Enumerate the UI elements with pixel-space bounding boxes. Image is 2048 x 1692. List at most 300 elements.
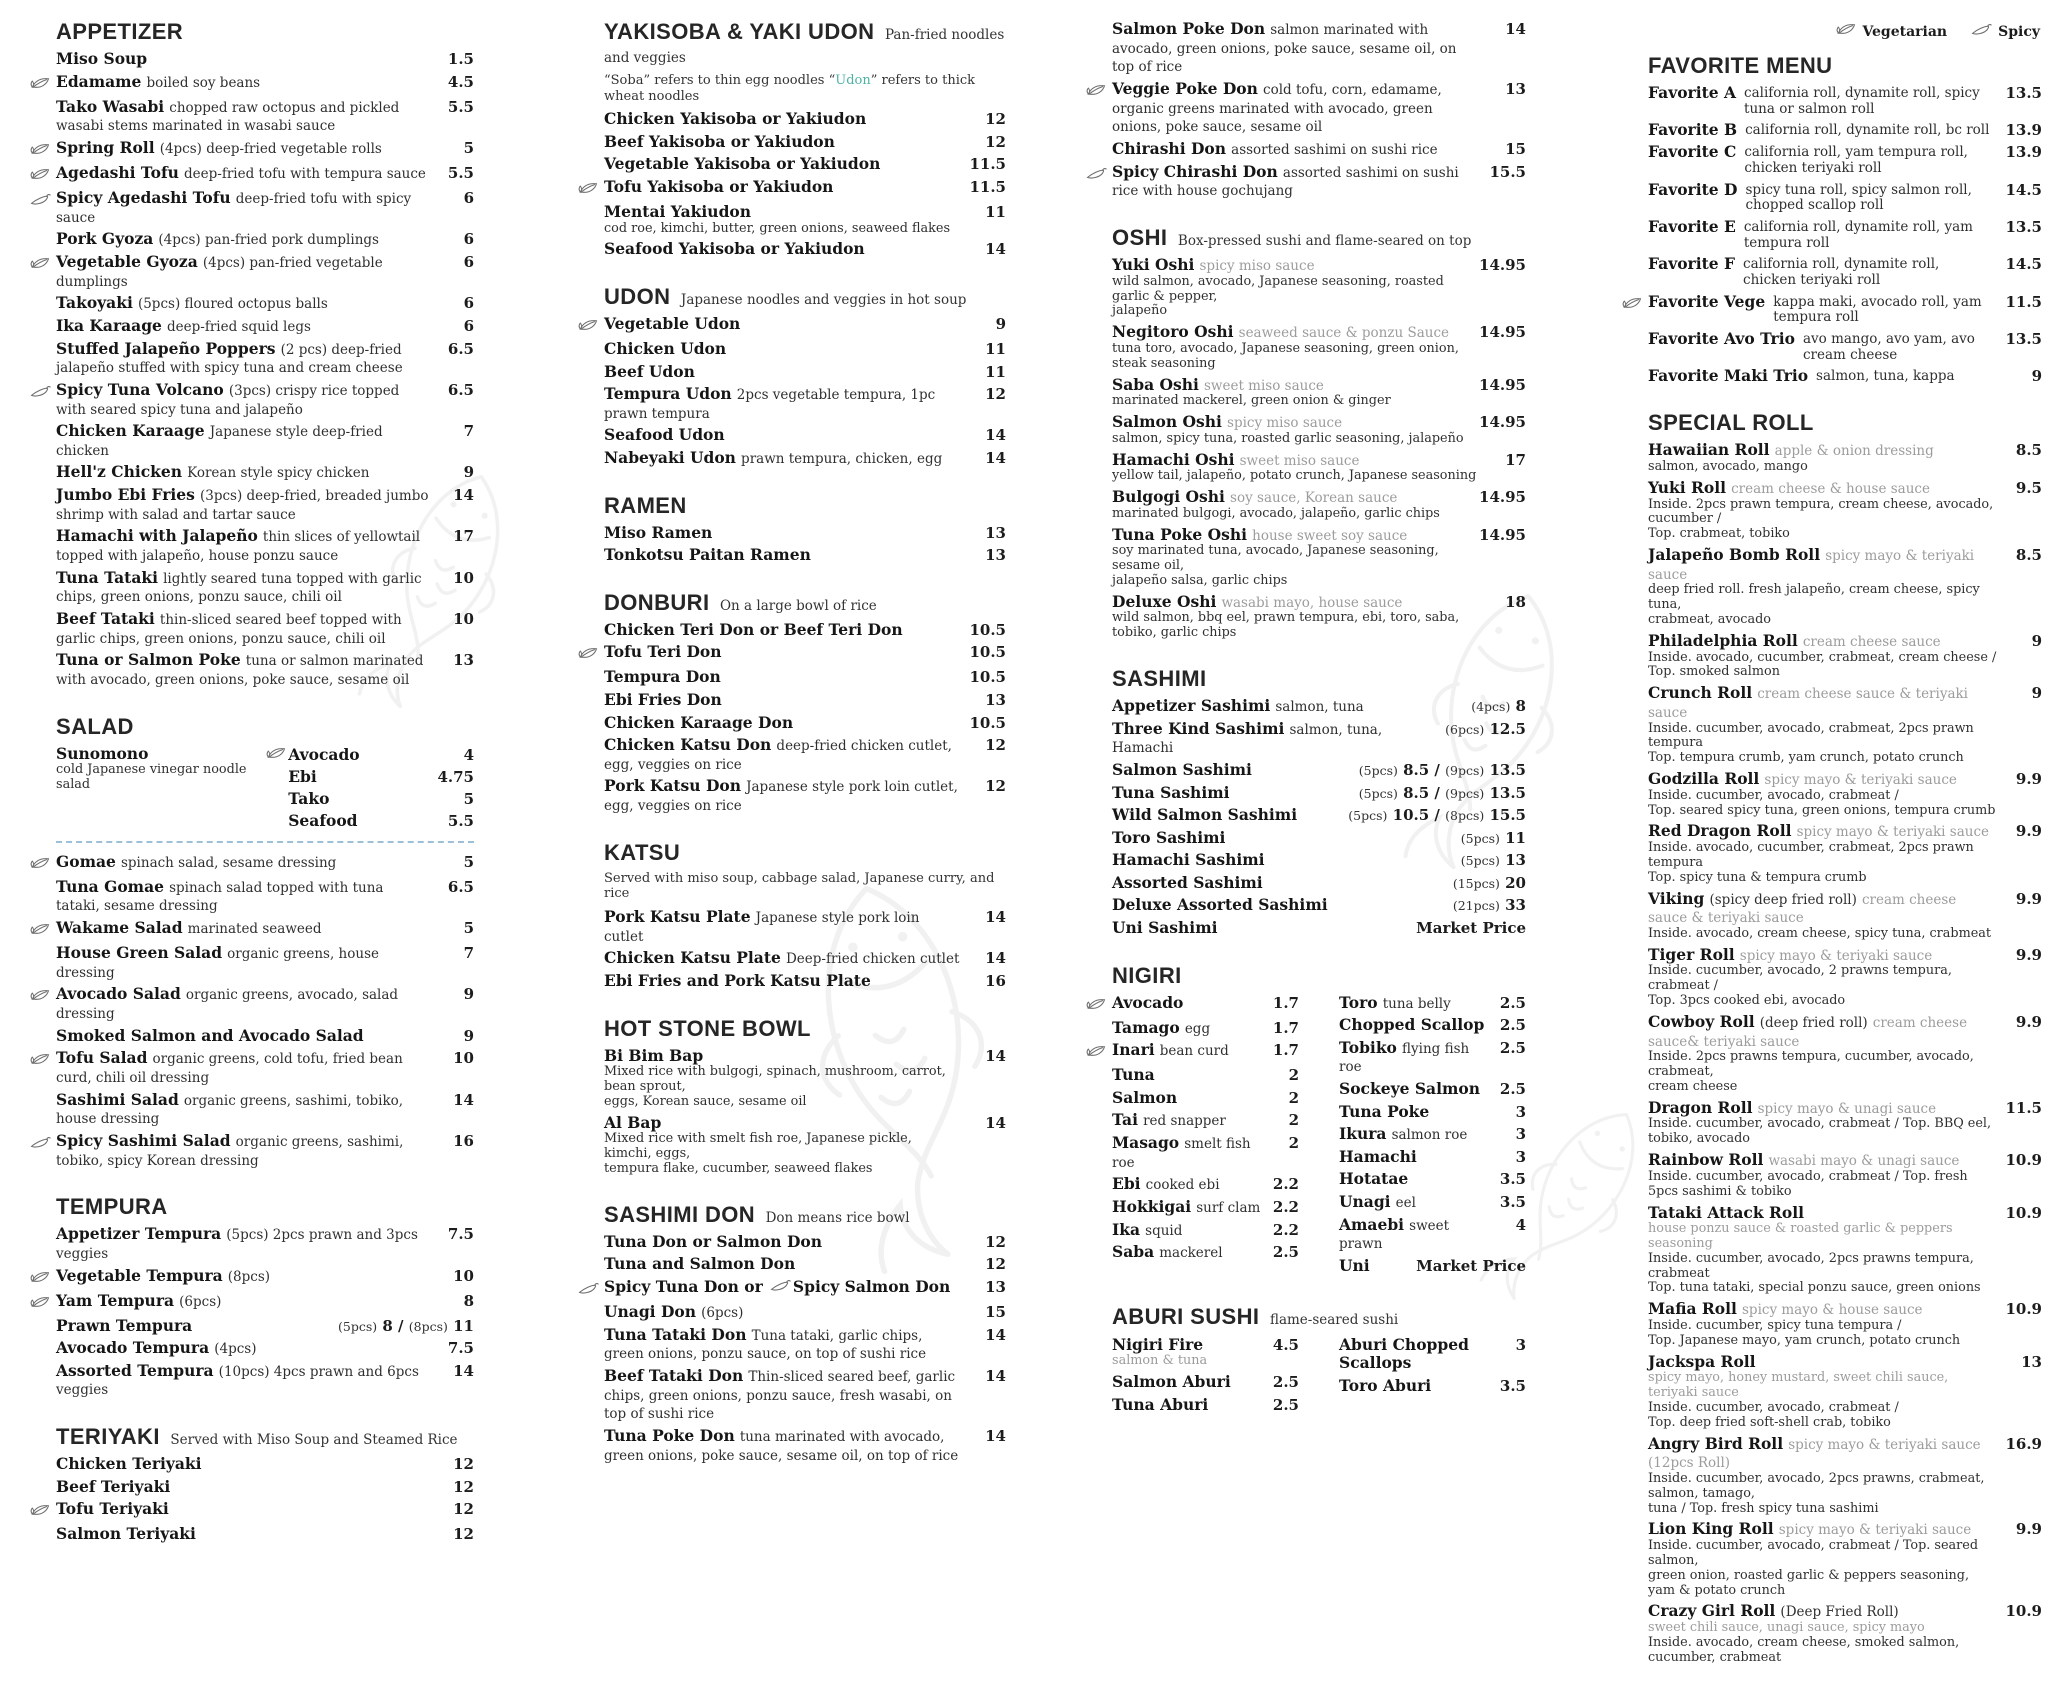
item-line bbox=[1648, 1520, 1998, 1539]
item-line bbox=[56, 340, 430, 377]
menu-item bbox=[1622, 890, 2042, 942]
item-desc: salmon, tuna bbox=[1275, 699, 1364, 716]
item-icon-slot bbox=[578, 949, 604, 951]
item-sauce-note: wasabi mayo & unagi sauce bbox=[1768, 1153, 1960, 1170]
item-name: Beef Tataki Don bbox=[604, 1365, 744, 1385]
item-icon-slot bbox=[30, 486, 56, 488]
item-sub: Top. deep fried soft-shell crab, tobiko bbox=[1648, 1414, 1891, 1430]
item-body bbox=[1112, 1041, 1263, 1060]
item-line bbox=[56, 1132, 430, 1169]
pepper-icon bbox=[1971, 21, 1992, 40]
menu-item bbox=[30, 878, 474, 915]
item-price: 2.2 bbox=[1272, 1220, 1299, 1239]
menu-item bbox=[1086, 1336, 1299, 1369]
item-price: 14 bbox=[453, 1090, 474, 1109]
menu-item bbox=[1086, 451, 1526, 485]
item-body bbox=[1112, 697, 1461, 716]
item-sauce-note: spicy mayo & teriyaki sauce bbox=[1648, 548, 1975, 583]
leaf-icon bbox=[30, 166, 50, 185]
item-body bbox=[1112, 1336, 1263, 1369]
item-name: Pork Gyoza bbox=[56, 229, 154, 249]
section-title bbox=[604, 591, 1006, 614]
item-name: Beef Tataki bbox=[56, 609, 155, 629]
menu-item bbox=[30, 1455, 474, 1474]
item-line bbox=[56, 919, 430, 938]
item-icon-slot bbox=[1313, 1193, 1339, 1195]
leaf-icon bbox=[578, 645, 598, 664]
item-desc: salmon, tuna, Hamachi bbox=[1112, 721, 1383, 757]
variant-price: 5 bbox=[463, 789, 474, 808]
item-icon-slot bbox=[30, 1455, 56, 1457]
item-price: 2.5 bbox=[1272, 1243, 1299, 1262]
pepper-icon bbox=[30, 191, 51, 210]
item-price: 13 bbox=[985, 523, 1006, 542]
item-line bbox=[1339, 1336, 1490, 1373]
item-body bbox=[56, 294, 430, 313]
item-desc: (3pcs) deep-fried, breaded jumbo shrimp with salad and tartar sauce bbox=[56, 488, 429, 523]
item-line bbox=[1112, 1243, 1263, 1262]
menu-item bbox=[30, 853, 474, 874]
item-price: 3.5 bbox=[1499, 1376, 1526, 1395]
item-name: Lion King Roll bbox=[1648, 1519, 1774, 1539]
item-name: Sunomono bbox=[56, 743, 149, 763]
item-body bbox=[56, 1478, 430, 1497]
item-icon-slot bbox=[1622, 1300, 1648, 1302]
variant-price: 4 bbox=[463, 745, 474, 764]
item-line bbox=[604, 1427, 962, 1464]
item-name: Sockeye Salmon bbox=[1339, 1079, 1480, 1099]
item-name: Agedashi Tofu bbox=[56, 162, 179, 182]
item-body bbox=[1112, 1089, 1263, 1108]
menu-item bbox=[1086, 1066, 1299, 1085]
menu-item bbox=[1086, 323, 1526, 371]
item-icon-slot bbox=[30, 1225, 56, 1227]
item-icon-slot bbox=[1086, 323, 1112, 325]
leaf-icon bbox=[578, 180, 598, 199]
item-name: Unagi Don bbox=[604, 1301, 697, 1321]
item-icon-slot bbox=[1086, 80, 1112, 101]
item-icon-slot bbox=[578, 972, 604, 974]
item-price: 14 bbox=[453, 1361, 474, 1380]
item-sub: Inside. 2pcs prawns tempura, cucumber, avocado, crabmeat, bbox=[1648, 1049, 1974, 1080]
item-desc: organic greens, house dressing bbox=[56, 946, 379, 981]
item-price: 2 bbox=[1288, 1088, 1299, 1107]
item-price: 8.5 bbox=[2015, 546, 2042, 565]
section-subtitle: flame-seared sushi bbox=[1269, 1312, 1399, 1329]
menu-item bbox=[1622, 441, 2042, 475]
menu-item bbox=[1086, 1111, 1299, 1130]
menu-item bbox=[1622, 84, 2042, 117]
menu-item bbox=[578, 668, 1006, 687]
item-body bbox=[1112, 1373, 1263, 1392]
item-name: Toro Aburi bbox=[1339, 1375, 1432, 1395]
item-price: 9.9 bbox=[2015, 889, 2042, 908]
sub-column bbox=[1313, 1336, 1526, 1418]
item-sub: Inside. cucumber, avocado, 2pcs prawns, crabmeat, salmon, tamago, bbox=[1648, 1470, 1985, 1501]
legend-spicy bbox=[1971, 21, 2040, 40]
menu-item bbox=[30, 463, 474, 482]
item-name: Tempura Udon bbox=[604, 384, 732, 404]
item-line bbox=[56, 486, 430, 523]
item-line bbox=[604, 449, 962, 468]
section-teriyaki bbox=[30, 1425, 474, 1544]
menu-item bbox=[1622, 218, 2042, 251]
menu-item bbox=[1086, 994, 1299, 1015]
item-icon-slot bbox=[1313, 1216, 1339, 1218]
menu-item bbox=[1622, 546, 2042, 628]
section-title bbox=[604, 494, 1006, 517]
item-body bbox=[1112, 323, 1469, 371]
section-aburi-sushi bbox=[1086, 1305, 1526, 1418]
item-price: 3 bbox=[1515, 1125, 1526, 1144]
menu-item bbox=[578, 1367, 1006, 1423]
item-name: Angry Bird Roll bbox=[1648, 1433, 1784, 1453]
item-desc: organic greens, avocado, salad dressing bbox=[56, 987, 399, 1023]
menu-item bbox=[30, 253, 474, 290]
item-body bbox=[1112, 526, 1469, 589]
item-icon-slot bbox=[578, 621, 604, 623]
item-desc: (10pcs) 4pcs prawn and 6pcs veggies bbox=[56, 1363, 419, 1399]
item-sub: tempura flake, cucumber, seaweed flakes bbox=[604, 1160, 873, 1176]
menu-item bbox=[30, 486, 474, 523]
leaf-icon bbox=[1622, 295, 1642, 314]
item-line bbox=[1112, 720, 1435, 757]
item-price: 2.2 bbox=[1272, 1175, 1299, 1194]
section-nigiri bbox=[1086, 964, 1526, 1280]
item-icon-slot bbox=[1622, 218, 1648, 220]
item-name: Hotatae bbox=[1339, 1169, 1409, 1189]
item-price: 1.7 bbox=[1272, 993, 1299, 1012]
item-icon-slot bbox=[1086, 163, 1112, 184]
item-desc: (8pcs) bbox=[227, 1268, 271, 1285]
item-desc: Japanese style pork loin cutlet, egg, veggies on rice bbox=[604, 779, 958, 815]
item-price: 9.9 bbox=[2015, 770, 2042, 789]
menu-item bbox=[1622, 1353, 2042, 1431]
item-icon-slot bbox=[30, 230, 56, 232]
menu-item bbox=[30, 1091, 474, 1128]
menu-item bbox=[578, 340, 1006, 359]
item-sauce-note: cream cheese sauce bbox=[1802, 633, 1941, 650]
item-body bbox=[604, 110, 962, 129]
item-sub: tuna / Top. fresh spicy tuna sashimi bbox=[1648, 1500, 1879, 1516]
item-icon-slot bbox=[578, 178, 604, 199]
variant-price: 5.5 bbox=[447, 811, 474, 830]
item-price: Market Price bbox=[1416, 1256, 1526, 1275]
item-icon-slot bbox=[30, 164, 56, 185]
item-price: 14.95 bbox=[1479, 375, 1526, 394]
item-body bbox=[604, 240, 962, 259]
item-line bbox=[1112, 1373, 1263, 1392]
menu-item bbox=[578, 908, 1006, 945]
item-line bbox=[1339, 1103, 1490, 1122]
item-body bbox=[604, 133, 962, 152]
item-body bbox=[1112, 1175, 1263, 1194]
menu-item bbox=[578, 1278, 1006, 1299]
item-price: 12 bbox=[985, 777, 1006, 796]
item-line bbox=[1112, 851, 1451, 870]
item-body bbox=[56, 1500, 430, 1519]
item-body bbox=[1339, 1080, 1490, 1099]
item-price: 11.5 bbox=[969, 178, 1006, 197]
menu-item bbox=[1313, 994, 1526, 1013]
item-desc: (6pcs) bbox=[701, 1304, 744, 1321]
leaf-icon bbox=[30, 1294, 50, 1313]
item-name: Wild Salmon Sashimi bbox=[1112, 805, 1298, 825]
item-icon-slot bbox=[1622, 946, 1648, 948]
item-name: Tuna bbox=[1112, 1065, 1155, 1085]
item-name: Viking bbox=[1648, 888, 1705, 908]
item-sub: Inside. avocado, cucumber, crabmeat, cream cheese / bbox=[1648, 649, 1997, 665]
item-icon-slot bbox=[30, 1049, 56, 1070]
item-price: 16.9 bbox=[2005, 1434, 2042, 1453]
item-desc: mackerel bbox=[1159, 1245, 1223, 1262]
item-body bbox=[604, 621, 959, 640]
item-name: Inari bbox=[1112, 1040, 1155, 1060]
item-price: 12 bbox=[985, 110, 1006, 129]
item-sub: eggs, Korean sauce, sesame oil bbox=[604, 1093, 807, 1109]
section-title-text: KATSU bbox=[604, 839, 681, 865]
item-body bbox=[1112, 256, 1469, 319]
item-name: Crazy Girl Roll bbox=[1648, 1601, 1776, 1621]
item-sub: Top. smoked salmon bbox=[1648, 664, 1780, 680]
item-line bbox=[56, 985, 430, 1022]
item-price: 2.5 bbox=[1272, 1372, 1299, 1391]
item-name: Toro bbox=[1339, 992, 1378, 1012]
section-title-text: TERIYAKI bbox=[56, 1424, 160, 1450]
item-icon-slot bbox=[30, 1027, 56, 1029]
item-price: 12 bbox=[453, 1477, 474, 1496]
menu-item bbox=[1086, 851, 1526, 870]
item-line bbox=[1112, 784, 1349, 803]
menu-item bbox=[30, 1500, 474, 1521]
item-price: (5pcs) 10.5 / (8pcs) 15.5 bbox=[1348, 806, 1526, 825]
menu-item bbox=[30, 1027, 474, 1046]
item-name: Chicken Karaage Don bbox=[604, 712, 794, 732]
item-line bbox=[1112, 1134, 1263, 1171]
item-price: (6pcs) 12.5 bbox=[1445, 719, 1526, 738]
item-desc: salmon, tuna, kappa bbox=[1816, 368, 1955, 385]
menu-item bbox=[30, 317, 474, 336]
item-icon-slot bbox=[1313, 1016, 1339, 1018]
leaf-icon bbox=[1836, 21, 1856, 40]
item-name: Tuna Don or Salmon Don bbox=[604, 1231, 823, 1251]
menu-item bbox=[1086, 593, 1526, 641]
item-sub: Inside. cucumber, avocado, crabmeat / Top. BBQ eel, tobiko, avocado bbox=[1648, 1116, 1992, 1147]
item-price: 16 bbox=[453, 1131, 474, 1150]
item-body bbox=[1112, 1243, 1263, 1262]
item-icon-slot bbox=[1086, 376, 1112, 378]
item-desc: cold tofu, corn, edamame, organic greens marinated with avocado, green onions, poke sauce, sesame oil bbox=[1112, 81, 1442, 136]
menu-item bbox=[30, 1525, 474, 1544]
item-price: 10.9 bbox=[2005, 1151, 2042, 1170]
menu-item bbox=[578, 155, 1006, 174]
item-name: Avocado Salad bbox=[56, 984, 181, 1004]
menu-item bbox=[1086, 1134, 1299, 1171]
item-body bbox=[604, 178, 959, 197]
item-sub: cod roe, kimchi, butter, green onions, seaweed flakes bbox=[604, 220, 951, 236]
menu-item bbox=[1086, 1041, 1299, 1062]
item-icon-slot bbox=[1086, 1066, 1112, 1068]
item-icon-slot bbox=[30, 878, 56, 880]
item-icon-slot bbox=[1313, 1039, 1339, 1041]
menu-item bbox=[578, 133, 1006, 152]
menu-item bbox=[1622, 632, 2042, 680]
item-price: 13 bbox=[985, 691, 1006, 710]
item-name: Mafia Roll bbox=[1648, 1299, 1737, 1319]
item-name: Hamachi bbox=[1339, 1146, 1417, 1166]
item-icon-slot bbox=[30, 1500, 56, 1521]
item-name: Nabeyaki Udon bbox=[604, 448, 736, 467]
item-price: 2.5 bbox=[1499, 993, 1526, 1012]
item-line bbox=[1112, 376, 1469, 395]
item-name: Bulgogi Oshi bbox=[1112, 487, 1225, 507]
menu-item bbox=[1086, 1221, 1299, 1240]
item-price: 12 bbox=[985, 1255, 1006, 1274]
item-name: Tuna or Salmon Poke bbox=[56, 650, 241, 670]
item-icon-slot bbox=[1086, 413, 1112, 415]
item-price: (4pcs) 8 bbox=[1471, 697, 1526, 716]
item-icon-slot bbox=[1086, 1336, 1112, 1338]
menu-item bbox=[30, 610, 474, 647]
item-icon-slot bbox=[30, 651, 56, 653]
section-title-text: SASHIMI DON bbox=[604, 1201, 756, 1227]
item-price: 8.5 bbox=[2015, 441, 2042, 460]
menu-item bbox=[1313, 1193, 1526, 1212]
item-line bbox=[1648, 632, 1998, 651]
item-body bbox=[1112, 488, 1469, 522]
section-title-text: RAMEN bbox=[604, 492, 687, 518]
item-desc: california roll, dynamite roll, spicy tuna or salmon roll bbox=[1744, 85, 1980, 117]
item-line bbox=[604, 385, 962, 422]
item-desc: red snapper bbox=[1143, 1113, 1226, 1130]
item-price: 14 bbox=[985, 240, 1006, 259]
item-desc: tuna belly bbox=[1382, 995, 1451, 1012]
item-icon-slot bbox=[1622, 1099, 1648, 1101]
item-body bbox=[56, 98, 430, 135]
item-price: 9.9 bbox=[2015, 1520, 2042, 1539]
item-icon-slot bbox=[1086, 20, 1112, 22]
item-name: Salmon Sashimi bbox=[1112, 760, 1252, 780]
item-name: Wakame Salad bbox=[56, 918, 183, 938]
menu-item bbox=[30, 1049, 474, 1086]
item-body bbox=[1648, 330, 1995, 363]
menu-item bbox=[30, 1267, 474, 1288]
item-line bbox=[56, 1225, 430, 1262]
item-line bbox=[56, 745, 260, 764]
item-name: Chopped Scallop bbox=[1339, 1015, 1485, 1035]
item-body bbox=[604, 949, 962, 968]
item-name: Yam Tempura bbox=[56, 1290, 175, 1310]
item-name: Ebi Fries and Pork Katsu Plate bbox=[604, 971, 871, 990]
menu-item bbox=[1622, 1013, 2042, 1095]
item-sauce-note: spicy mayo & house sauce bbox=[1742, 1302, 1923, 1319]
item-icon-slot bbox=[1622, 1353, 1648, 1355]
item-body bbox=[1648, 441, 1998, 475]
item-body bbox=[604, 908, 962, 945]
item-price: (5pcs) 8.5 / (9pcs) 13.5 bbox=[1358, 783, 1526, 802]
item-icon-slot bbox=[1313, 1377, 1339, 1379]
section-tempura bbox=[30, 1195, 474, 1399]
item-icon-slot bbox=[1086, 488, 1112, 490]
item-line bbox=[56, 569, 430, 606]
item-line bbox=[1339, 1125, 1490, 1144]
item-sauce-note: sweet miso sauce bbox=[1239, 452, 1360, 469]
item-desc: sweet prawn bbox=[1339, 1217, 1450, 1253]
item-line bbox=[1112, 1221, 1263, 1240]
item-icon-slot bbox=[30, 569, 56, 571]
menu-item bbox=[1086, 1198, 1299, 1217]
item-body bbox=[1648, 890, 1998, 942]
item-name: Hell'z Chicken bbox=[56, 462, 183, 482]
item-price: 11.5 bbox=[2005, 292, 2042, 311]
item-body bbox=[56, 745, 260, 793]
variant-name: Ebi bbox=[288, 766, 317, 786]
item-price: 4.5 bbox=[447, 72, 474, 91]
menu-item bbox=[30, 381, 474, 418]
item-price: 3 bbox=[1515, 1147, 1526, 1166]
item-line bbox=[1339, 994, 1490, 1013]
item-desc: assorted sashimi on sushi rice with house gochujang bbox=[1112, 164, 1459, 200]
item-price: 17 bbox=[1505, 450, 1526, 469]
item-sub: Top. seared spicy tuna, green onions, tempura crumb bbox=[1648, 802, 1996, 818]
item-line bbox=[1112, 697, 1461, 716]
variant-name: Tako bbox=[288, 788, 330, 808]
item-name: Avocado bbox=[1112, 992, 1184, 1012]
leaf-icon bbox=[30, 1269, 50, 1288]
item-sub: crabmeat, avocado bbox=[1648, 612, 1771, 628]
item-icon-slot bbox=[1086, 1198, 1112, 1200]
menu-item bbox=[1622, 330, 2042, 363]
item-body bbox=[604, 340, 962, 359]
item-name: Assorted Sashimi bbox=[1112, 872, 1263, 892]
item-line bbox=[604, 110, 962, 129]
section-title-text: HOT STONE BOWL bbox=[604, 1015, 811, 1041]
item-body bbox=[1112, 829, 1451, 848]
item-price: 13.5 bbox=[2005, 218, 2042, 237]
sub-column bbox=[1086, 994, 1299, 1280]
item-body bbox=[1648, 1151, 1995, 1199]
item-icon-slot bbox=[1086, 697, 1112, 699]
menu-item bbox=[578, 643, 1006, 664]
item-line bbox=[1648, 367, 1998, 385]
item-sub: marinated bulgogi, avocado, jalapeño, garlic chips bbox=[1112, 505, 1440, 521]
item-icon-slot bbox=[1313, 994, 1339, 996]
menu-item bbox=[1313, 1080, 1526, 1099]
item-desc: egg bbox=[1184, 1020, 1211, 1037]
item-icon-slot bbox=[1086, 919, 1112, 921]
item-line bbox=[56, 651, 430, 688]
leaf-icon bbox=[266, 745, 286, 764]
item-line bbox=[1648, 684, 1998, 721]
item-price: 9.5 bbox=[2015, 478, 2042, 497]
item-line bbox=[1648, 1300, 1995, 1319]
menu-column-2 bbox=[578, 20, 1006, 1490]
menu-item bbox=[1086, 1019, 1299, 1038]
item-body bbox=[604, 426, 962, 445]
item-body bbox=[1648, 1204, 1995, 1297]
item-price: 12 bbox=[985, 736, 1006, 755]
variant-item bbox=[266, 767, 474, 786]
section-title-text: DONBURI bbox=[604, 589, 710, 615]
item-line bbox=[1339, 1148, 1490, 1167]
item-name: Favorite C bbox=[1648, 142, 1737, 162]
item-body bbox=[604, 1047, 962, 1110]
item-name: Ebi Fries Don bbox=[604, 690, 722, 710]
menu-item bbox=[1086, 526, 1526, 589]
item-body bbox=[1112, 784, 1349, 803]
item-price: 14.5 bbox=[2005, 180, 2042, 199]
item-body bbox=[56, 1362, 430, 1399]
